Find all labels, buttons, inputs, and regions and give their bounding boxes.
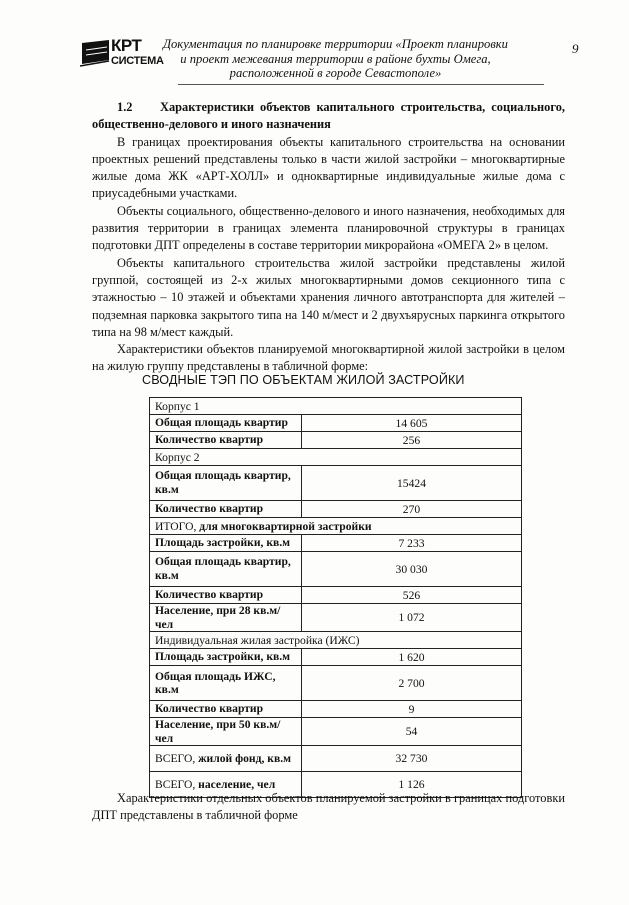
group-label: Корпус 1 <box>150 398 522 415</box>
row-value: 32 730 <box>302 746 522 772</box>
group-label: Корпус 2 <box>150 449 522 466</box>
row-label: Площадь застройки, кв.м <box>150 649 302 666</box>
row-label: Площадь застройки, кв.м <box>150 535 302 552</box>
table-row <box>150 718 522 746</box>
header-line-1: Документация по планировке территории «Проект планировки <box>163 37 508 51</box>
row-value: 2 700 <box>302 666 522 701</box>
paragraph-4: Характеристики объектов планируемой многоквартирной жилой застройки в целом на жилую группу представлены в табличной форме: <box>92 342 565 374</box>
row-label-bold: население, чел <box>198 778 276 792</box>
group-label: Индивидуальная жилая застройка (ИЖС) <box>150 632 522 649</box>
header-line-3: расположенной в городе Севастополе» <box>229 66 442 80</box>
table-group-row <box>150 518 522 535</box>
logo-text-main: КРТ <box>111 36 142 55</box>
section-number: 1.2 <box>117 100 133 114</box>
table-row <box>150 466 522 501</box>
page-number: 9 <box>572 41 579 56</box>
row-value: 7 233 <box>302 535 522 552</box>
row-value: 30 030 <box>302 552 522 587</box>
section-heading <box>92 99 565 134</box>
logo-mark-icon <box>80 40 110 68</box>
header-line-2: и проект межевания территории в районе бухты Омега, <box>180 51 491 66</box>
row-label-bold: жилой фонд, кв.м <box>198 752 292 766</box>
table-group-row <box>150 632 522 649</box>
row-label-prefix: ВСЕГО, <box>155 752 199 766</box>
row-value: 1 126 <box>302 772 522 798</box>
table-row <box>150 415 522 432</box>
row-value: 526 <box>302 587 522 604</box>
row-label: Общая площадь квартир <box>150 415 302 432</box>
table-row <box>150 649 522 666</box>
table-group-row <box>150 398 522 415</box>
document-header-title <box>158 37 513 81</box>
summary-table <box>149 397 522 798</box>
table-row <box>150 535 522 552</box>
row-label: Количество квартир <box>150 701 302 718</box>
group-label-bold: для многоквартирной застройки <box>199 519 372 533</box>
logo-text-sub: СИСТЕМА <box>111 55 164 67</box>
section-content <box>92 99 565 376</box>
table-row <box>150 552 522 587</box>
row-value: 9 <box>302 701 522 718</box>
group-label-prefix: ИТОГО, <box>155 519 200 533</box>
paragraph-3: Объекты капитального строительства жилой застройки представлены жилой группой, состоящей из 2-х жилых многоквартирными домов секционного типа с этажностью – 10 этажей и объектами хранения личного автотранспорта для жителей – подземная парковка закрытого типа на 140 м/мест и 2 двухъярусных паркинга открытого типа на 98 м/мест каждый. <box>92 255 565 339</box>
row-label: Население, при 50 кв.м/чел <box>150 718 302 746</box>
group-label <box>150 518 522 535</box>
row-value: 54 <box>302 718 522 746</box>
row-label: Общая площадь квартир, кв.м <box>150 466 302 501</box>
table-title: СВОДНЫЕ ТЭП ПО ОБЪЕКТАМ ЖИЛОЙ ЗАСТРОЙКИ <box>142 373 465 387</box>
row-label: Количество квартир <box>150 501 302 518</box>
table-row <box>150 432 522 449</box>
table-total-row <box>150 746 522 772</box>
paragraph-5: Характеристики отдельных объектов планируемой застройки в границах подготовки ДПТ представлены в табличной форме <box>92 791 565 823</box>
table-group-row <box>150 449 522 466</box>
header-divider <box>178 84 544 85</box>
footer-paragraph <box>92 790 565 825</box>
row-value: 256 <box>302 432 522 449</box>
company-logo <box>80 36 164 72</box>
row-value: 15424 <box>302 466 522 501</box>
paragraph-1: В границах проектирования объекты капитального строительства на основании проектных решений представлены только в части жилой застройки – многоквартирные жилые дома ЖК «АРТ-ХОЛЛ» и одноквартирные индивидуальные жилые дома с приусадебными участками. <box>92 134 565 201</box>
row-label: Общая площадь ИЖС, кв.м <box>150 666 302 701</box>
row-label: Количество квартир <box>150 432 302 449</box>
section-title: Характеристики объектов капитального строительства, социального, общественно-делового и иного назначения <box>92 100 565 132</box>
paragraph-2: Объекты социального, общественно-делового и иного назначения, необходимых для развития территории в границах элемента планировочной структуры в границах подготовки ДПТ определены в составе территории микрорайона «ОМЕГА 2» в целом. <box>92 203 565 253</box>
table-row <box>150 701 522 718</box>
row-value: 270 <box>302 501 522 518</box>
row-value: 1 620 <box>302 649 522 666</box>
row-value: 1 072 <box>302 604 522 632</box>
row-value: 14 605 <box>302 415 522 432</box>
table-row <box>150 666 522 701</box>
table-row <box>150 587 522 604</box>
table-row <box>150 604 522 632</box>
table-row <box>150 501 522 518</box>
row-label: Количество квартир <box>150 587 302 604</box>
row-label <box>150 746 302 772</box>
row-label: Население, при 28 кв.м/чел <box>150 604 302 632</box>
row-label: Общая площадь квартир, кв.м <box>150 552 302 587</box>
row-label-prefix: ВСЕГО, <box>155 778 199 792</box>
